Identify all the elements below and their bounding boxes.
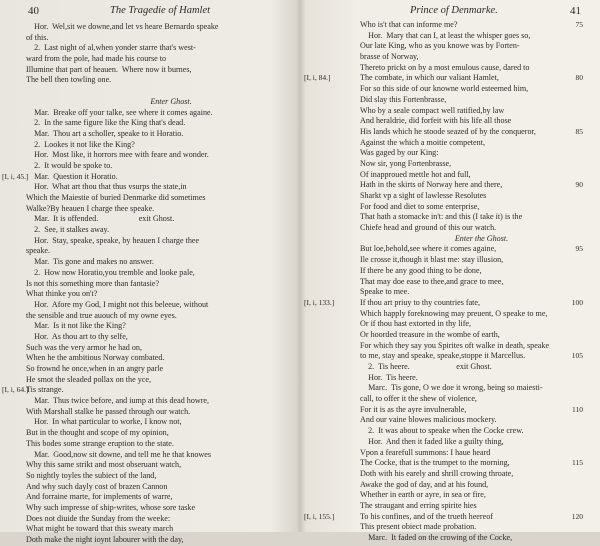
line-text: Why such impresse of ship-writes, whose sore taske: [26, 502, 196, 512]
line-number: 90: [575, 180, 583, 190]
text-line: [304, 511, 583, 523]
line-text: Awake the god of day, and at his found,: [360, 479, 489, 489]
line-text: Was gaged by our King:: [360, 148, 439, 158]
text-line: [26, 75, 296, 86]
line-text: 2. It would be spoke to.: [26, 160, 113, 170]
text-line: [308, 490, 583, 501]
text-line: [26, 22, 296, 33]
text-line: [308, 116, 583, 127]
text-line: [308, 330, 583, 341]
stage-direction: [308, 234, 583, 245]
line-text: For so this side of our knowne world esteemed him,: [360, 84, 529, 94]
line-text: Hor. What art thou that thus vsurps the state,in: [26, 182, 187, 192]
text-line: [308, 383, 583, 394]
text-line: [308, 362, 583, 373]
text-line: [308, 255, 583, 266]
text-line: [308, 405, 583, 416]
line-text: Hor. Tis heere.: [360, 372, 418, 382]
text-line: [308, 41, 583, 52]
text-line: [308, 244, 583, 255]
text-line: [308, 458, 583, 469]
margin-reference: [I, i, 84.]: [304, 73, 331, 83]
text-line: [308, 437, 583, 448]
line-text: Mar. Tis gone and makes no answer.: [26, 257, 154, 267]
text-line: [308, 180, 583, 191]
line-text: Who by a seale compact well ratified,by law: [360, 105, 505, 115]
running-title: Prince of Denmarke.: [410, 5, 498, 16]
text-line: [308, 415, 583, 426]
margin-reference: [I, i, 64.]: [2, 385, 29, 395]
line-text: 2. Tis heere. exit Ghost.: [360, 362, 492, 371]
text-line: [308, 309, 583, 320]
line-text: That hath a stomacke in't: and this (I take it) is the: [360, 212, 523, 222]
line-text: Did slay this Fortenbrasse,: [360, 94, 447, 104]
line-text: ward from the pole, had made his course to: [26, 54, 167, 64]
running-title: The Tragedie of Hamlet: [110, 5, 211, 16]
line-text: Our late King, who as you knowe was by Forten-: [360, 41, 520, 51]
text-line: [308, 52, 583, 63]
line-text: But loe,behold,see where it comes againe,: [360, 244, 497, 254]
text-line: [308, 394, 583, 405]
line-text: He smot the sleaded pollax on the yce,: [26, 374, 151, 384]
text-line: [26, 289, 296, 300]
text-line: [308, 469, 583, 480]
text-line: [308, 212, 583, 223]
text-line: [308, 480, 583, 491]
margin-reference: [I, i, 155.]: [304, 511, 335, 521]
line-text: Thereto prickt on by a most emulous cause, dared to: [360, 62, 530, 72]
text-line: [26, 343, 296, 354]
text-block: [304, 20, 583, 544]
line-text: 2. Last night of al,when yonder starre that's west-: [26, 43, 196, 53]
line-number: 85: [575, 126, 583, 136]
text-line: [26, 161, 296, 172]
text-line: [26, 524, 296, 535]
line-text: The bell then towling one.: [26, 75, 112, 85]
text-line: [26, 321, 296, 332]
line-text: With Marshall stalke he passed through our watch.: [26, 406, 191, 416]
line-text: Hath in the skirts of Norway here and there,: [360, 180, 503, 190]
text-line: [308, 341, 583, 352]
line-text: Hor. In what particular to worke, I know not,: [26, 417, 182, 427]
line-text: For it is as the ayre invulnerable,: [360, 404, 467, 414]
left-page: [0, 0, 300, 544]
line-text: 2. How now Horatio,you tremble and looke pale,: [26, 267, 195, 277]
line-text: To his confines, and of the trueth heereof: [360, 511, 493, 521]
text-line: [308, 426, 583, 437]
line-text: Mar. Thou art a scholler, speake to it Horatio.: [26, 128, 184, 138]
text-line: [26, 407, 296, 418]
text-line: [26, 375, 296, 386]
text-line: [26, 236, 296, 247]
text-line: [26, 439, 296, 450]
text-line: [26, 204, 296, 215]
text-line: [26, 182, 296, 193]
page-number: 41: [570, 5, 581, 17]
text-line: [308, 202, 583, 213]
line-text: Such was the very armor he had on,: [26, 342, 142, 352]
line-text: Sharkt vp a sight of lawlesse Resolutes: [360, 191, 487, 200]
text-block: [2, 22, 296, 546]
text-line: [26, 129, 296, 140]
line-text: Is not this something more than fantasie?: [26, 278, 160, 288]
text-line: [304, 297, 583, 309]
line-text: And why such dayly cost of brazen Cannon: [26, 481, 168, 491]
line-number: 95: [575, 244, 583, 254]
text-line: [308, 319, 583, 330]
line-text: 2. See, it stalkes away.: [26, 225, 110, 235]
line-text: Hor. As thou art to thy selfe,: [26, 331, 128, 341]
line-text: Vpon a fearefull summons: I haue heard: [360, 447, 491, 457]
line-text: Hor. Wel,sit we downe,and let vs heare Bernardo speake: [26, 22, 219, 31]
text-line: [26, 118, 296, 129]
line-number: 80: [575, 73, 583, 83]
line-text: Now sir, yong Fortenbrasse,: [360, 158, 452, 168]
line-number: 120: [571, 511, 583, 521]
line-text: Hor. Most like, it horrors mee with feare and wonder.: [26, 150, 209, 160]
stage-direction: [26, 97, 296, 108]
line-text: 2. In the same figure like the King that's dead.: [26, 118, 186, 128]
margin-reference: [I, i, 45.]: [2, 171, 29, 181]
text-line: [26, 471, 296, 482]
text-line: [26, 54, 296, 65]
text-line: [26, 535, 296, 546]
text-line: [308, 63, 583, 74]
line-text: The straugant and erring spirite hies: [360, 500, 477, 510]
text-line: [308, 533, 583, 544]
text-line: [26, 108, 296, 119]
text-line: [26, 140, 296, 151]
line-text: Mar. Question it Horatio.: [26, 171, 118, 181]
line-text: Tis strange.: [26, 385, 64, 395]
line-text: Why this same strikt and most obseruant watch,: [26, 460, 182, 470]
line-text: Walke?By heauen I charge thee speake.: [26, 203, 155, 213]
line-text: If there be any good thing to be done,: [360, 265, 482, 275]
line-text: What might be toward that this sweaty march: [26, 524, 174, 534]
line-text: That may doe ease to thee,and grace to mee,: [360, 276, 504, 286]
text-line: [26, 246, 296, 257]
text-line: [26, 428, 296, 439]
text-line: [26, 396, 296, 407]
line-text: call, to offer it the shew of violence,: [360, 394, 477, 404]
text-line: [26, 300, 296, 311]
text-line: [308, 20, 583, 31]
line-text: What thinke you on't?: [26, 289, 98, 299]
text-line: [26, 503, 296, 514]
line-text: of this.: [26, 32, 49, 42]
line-text: And heraldrie, did forfeit with his life all those: [360, 116, 512, 126]
line-text: Whether in earth or ayre, in sea or fire,: [360, 490, 486, 500]
line-text: Mar. Is it not like the King?: [26, 321, 126, 331]
line-text: 2. Lookes it not like the King?: [26, 139, 135, 149]
text-line: [308, 223, 583, 234]
line-text: This bodes some strange eruption to the state.: [26, 438, 174, 448]
line-text: Speake to mee.: [360, 287, 410, 297]
line-text: Mar. It is offended. exit Ghost.: [26, 214, 175, 224]
text-line: [304, 73, 583, 84]
line-text: For food and diet to some enterprise,: [360, 201, 480, 211]
line-text: The Cocke, that is the trumpet to the morning,: [360, 458, 510, 468]
text-line: [2, 385, 296, 396]
text-line: [308, 448, 583, 459]
line-text: If thou art priuy to thy countries fate,: [360, 297, 481, 307]
right-page: [300, 0, 600, 542]
line-text: This present obiect made probation.: [360, 522, 477, 532]
text-line: [26, 332, 296, 343]
line-number: 105: [571, 351, 583, 361]
text-line: [26, 514, 296, 525]
text-line: [26, 492, 296, 503]
line-text: Or if thou hast extorted in thy life,: [360, 319, 472, 329]
text-line: [26, 364, 296, 375]
text-line: [26, 86, 296, 97]
text-line: [308, 138, 583, 149]
line-text: brasse of Norway,: [360, 52, 419, 62]
line-number: 110: [572, 404, 583, 414]
text-line: [308, 373, 583, 384]
margin-reference: [I, i, 133.]: [304, 297, 335, 307]
text-line: [308, 159, 583, 170]
line-text: Enter Ghost.: [150, 96, 192, 106]
line-text: Doth make the night ioynt labourer with the day,: [26, 535, 184, 544]
line-text: speake.: [26, 246, 51, 256]
text-line: [26, 214, 296, 225]
text-line: [26, 150, 296, 161]
line-text: to me, stay and speake, speake,stoppe it Marcellus.: [360, 351, 526, 361]
text-line: [26, 257, 296, 268]
text-line: [308, 148, 583, 159]
text-line: [308, 106, 583, 117]
text-line: [26, 450, 296, 461]
line-text: When he the ambitious Norway combated.: [26, 353, 165, 363]
line-text: For which they say you Spirites oft walke in death, speake: [360, 340, 550, 350]
text-line: [308, 170, 583, 181]
line-text: Of inapproued mettle hot and full,: [360, 169, 471, 179]
text-line: [308, 287, 583, 298]
line-text: Which the Maiestie of buried Denmarke did sometimes: [26, 193, 206, 202]
line-text: Marc. It faded on the crowing of the Cocke,: [360, 533, 513, 542]
text-line: [308, 31, 583, 42]
page-number: 40: [28, 5, 39, 17]
line-text: Enter the Ghost.: [454, 233, 509, 243]
text-line: [308, 277, 583, 288]
text-line: [308, 351, 583, 362]
line-text: Illumine that part of heauen. Where now it burnes,: [26, 64, 192, 74]
line-text: Hor. Stay, speake, speake, by heauen I charge thee: [26, 235, 200, 245]
text-line: [26, 43, 296, 54]
text-line: [26, 279, 296, 290]
line-text: The combate, in which our valiant Hamlet,: [360, 73, 499, 83]
line-number: 100: [571, 297, 583, 307]
line-text: Mar. Thus twice before, and iump at this dead howre,: [26, 396, 210, 406]
line-text: Mar. Breake off your talke, see where it comes againe.: [26, 107, 213, 117]
line-text: Chiefe head and ground of this our watch.: [360, 223, 497, 233]
line-text: Does not diuide the Sunday from the weeke:: [26, 513, 171, 523]
line-text: Mar. Good,now sit downe, and tell me he that knowes: [26, 449, 212, 459]
text-line: [308, 191, 583, 202]
text-line: [26, 460, 296, 471]
text-line: [308, 266, 583, 277]
text-line: [308, 522, 583, 533]
line-text: And forraine marte, for implements of warre,: [26, 492, 173, 502]
text-line: [26, 268, 296, 279]
line-text: Which happly foreknowing may preuent, O speake to me,: [360, 308, 548, 318]
line-text: the sensible and true auouch of my owne eyes.: [26, 310, 177, 320]
text-line: [26, 33, 296, 44]
line-text: 2. It was about to speake when the Cocke crew.: [360, 426, 524, 436]
text-line: [26, 225, 296, 236]
line-text: Against the which a moitie competent,: [360, 137, 485, 147]
text-line: [308, 501, 583, 512]
text-line: [26, 417, 296, 428]
text-line: [26, 193, 296, 204]
line-text: So nightly toyles the subiect of the land,: [26, 470, 157, 480]
line-text: Ile crosse it,though it blast me: stay illusion,: [360, 255, 504, 265]
line-text: Hor. Mary that can I, at least the whisper goes so,: [360, 30, 531, 40]
text-line: [26, 353, 296, 364]
text-line: [308, 84, 583, 95]
text-line: [2, 171, 296, 183]
line-text: Doth with his earely and shrill crowing throate,: [360, 468, 514, 478]
line-text: And our vaine blowes malicious mockery.: [360, 415, 497, 425]
text-line: [26, 65, 296, 76]
line-number: 75: [575, 20, 583, 29]
line-text: His lands which he stoode seazed of by the conqueror,: [360, 126, 536, 136]
line-text: But in the thought and scope of my opinion,: [26, 428, 169, 438]
line-text: Hor. Afore my God, I might not this beleeue, without: [26, 299, 209, 309]
line-text: Marc. Tis gone, O we doe it wrong, being so maiesti-: [360, 383, 543, 393]
line-text: So frownd he once,when in an angry parle: [26, 364, 164, 373]
line-number: 115: [572, 458, 583, 468]
text-line: [26, 482, 296, 493]
line-text: Hor. And then it faded like a guilty thing,: [360, 436, 504, 446]
line-text: Or hoorded treasure in the wombe of earth,: [360, 329, 500, 339]
text-line: [308, 95, 583, 106]
line-text: Who is't that can informe me?: [360, 20, 458, 29]
text-line: [308, 127, 583, 138]
text-line: [26, 311, 296, 322]
